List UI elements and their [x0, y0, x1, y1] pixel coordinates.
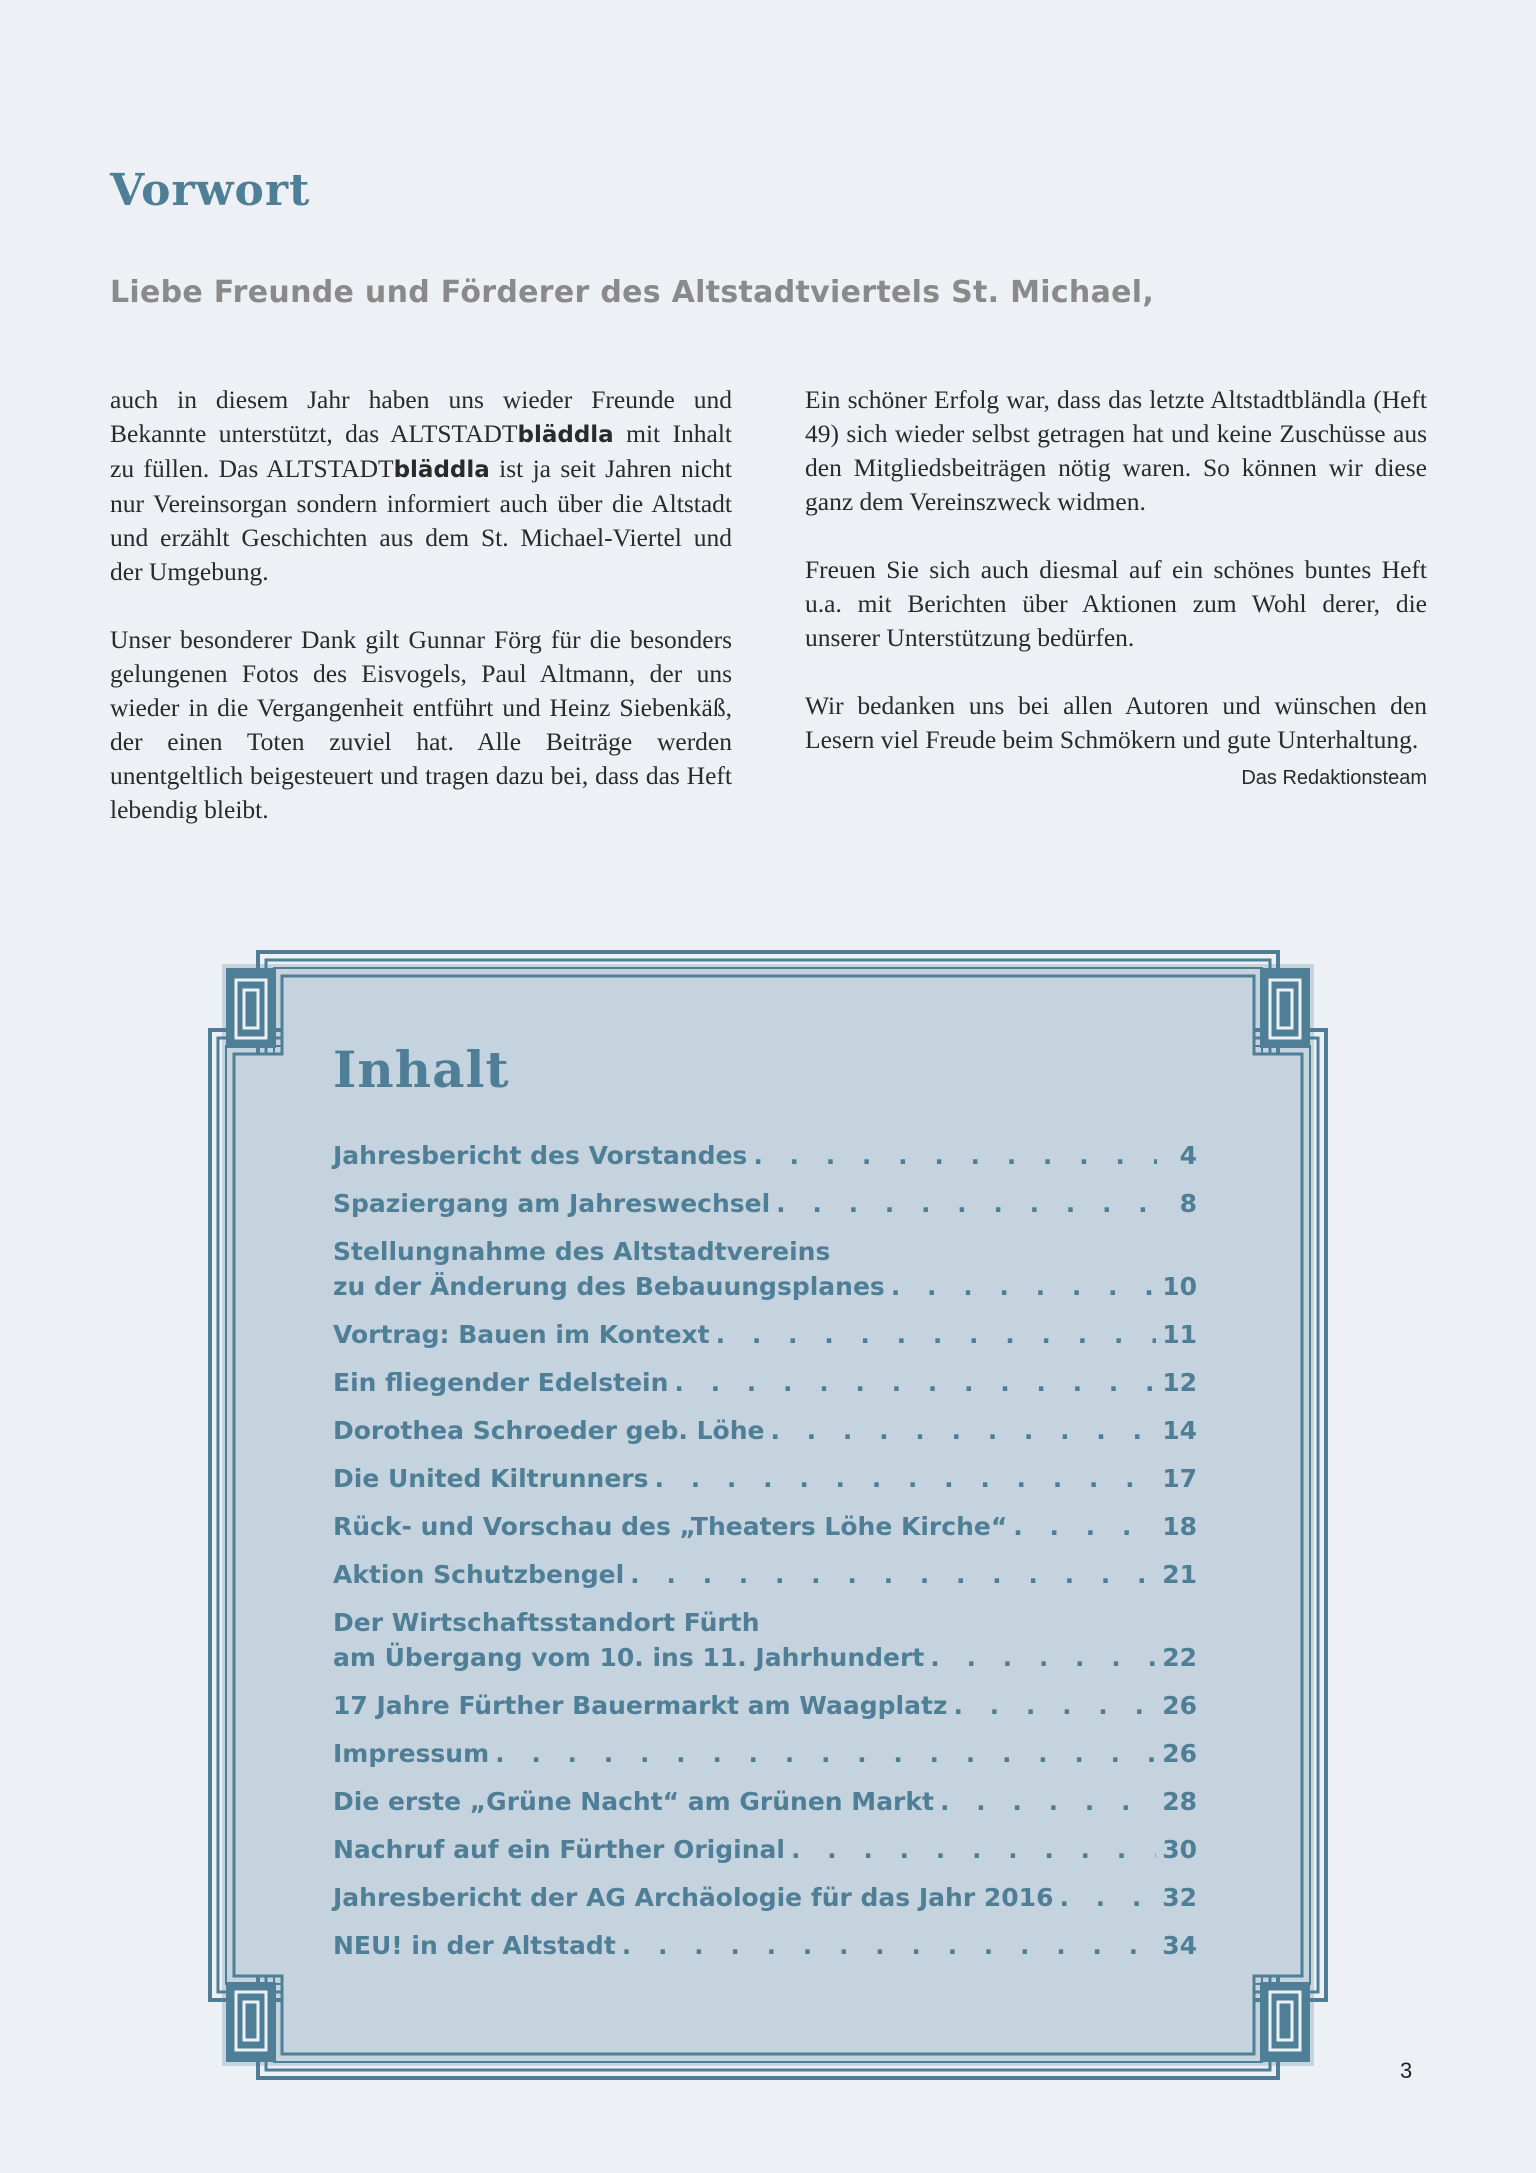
- toc-entry-page: 18: [1162, 1512, 1197, 1541]
- toc-entry-title-line: Aktion Schutzbengel: [333, 1560, 625, 1589]
- toc-entry: [333, 1557, 1197, 1592]
- toc-entry-title-line: Jahresbericht des Vorstandes: [333, 1141, 748, 1170]
- toc-entry-page: 17: [1162, 1464, 1197, 1493]
- dot-leader: [495, 1736, 1156, 1771]
- page-number: 3: [1400, 2058, 1413, 2083]
- dot-leader: [1013, 1509, 1156, 1544]
- toc-entry-title-line: 17 Jahre Fürther Bauermarkt am Waagplatz: [333, 1691, 948, 1720]
- dot-leader: [770, 1413, 1156, 1448]
- dot-leader: [716, 1317, 1157, 1352]
- signature: Das Redaktionsteam: [1241, 767, 1427, 789]
- paragraph: Ein schöner Erfolg war, dass das letzte Altstadtbländla (Heft 49) sich wieder selbst getragen hat und keine Zuschüsse aus den Mitgliedsbeiträgen nötig waren. So können wir diese ganz dem Vereinszweck widmen.: [805, 385, 1427, 516]
- toc-entry: [333, 1509, 1197, 1544]
- page-title: Vorwort: [110, 165, 311, 216]
- toc-title: Inhalt: [333, 1040, 510, 1099]
- toc-entry-title-line: Ein fliegender Edelstein: [333, 1368, 669, 1397]
- toc-entry-page: 26: [1162, 1691, 1197, 1720]
- toc-entry-title: [333, 1557, 624, 1592]
- toc-entry: [333, 1317, 1197, 1352]
- toc-entry-title-line: NEU! in der Altstadt: [333, 1931, 616, 1960]
- dot-leader: [674, 1365, 1156, 1400]
- toc-entry: [333, 1928, 1197, 1963]
- brand-name: bläddla: [517, 422, 614, 448]
- toc-entry-title-line: Die erste „Grüne Nacht“ am Grünen Markt: [333, 1787, 934, 1816]
- paragraph: Wir bedanken uns bei allen Autoren und wünschen den Lesern viel Freude beim Schmökern und gute Unterhaltung.: [805, 691, 1427, 754]
- toc-entry-title: [333, 1509, 1007, 1544]
- toc-entry-page: 11: [1162, 1320, 1197, 1349]
- dot-leader: [953, 1688, 1156, 1723]
- toc-entry-title-line: Nachruf auf ein Fürther Original: [333, 1835, 785, 1864]
- toc-entry-title: [333, 1880, 1053, 1915]
- dot-leader: [776, 1186, 1157, 1221]
- toc-entry-title: [333, 1736, 489, 1771]
- toc-entry: [333, 1832, 1197, 1867]
- toc-entry-page: 22: [1162, 1643, 1197, 1672]
- toc-entry-title-line: Die United Kiltrunners: [333, 1464, 649, 1493]
- paragraph-text: ist ja seit Jahren nicht nur Vereinsorgan sondern informiert auch über die Altstadt und erzählt Geschichten aus dem St. Michael-Viertel und der Umgebung.: [110, 454, 732, 586]
- toc-entry-page: 10: [1162, 1272, 1197, 1301]
- dot-leader: [940, 1784, 1156, 1819]
- right-column: [805, 383, 1427, 829]
- toc-entry-page: 28: [1162, 1787, 1197, 1816]
- dot-leader: [630, 1557, 1156, 1592]
- salutation: Liebe Freunde und Förderer des Altstadtviertels St. Michael,: [110, 275, 1155, 310]
- toc-entry-title-line: zu der Änderung des Bebauungsplanes: [333, 1272, 885, 1301]
- toc-entry-page: 4: [1179, 1141, 1197, 1170]
- toc-entry-title-line: Jahresbericht der AG Archäologie für das Jahr 2016: [333, 1883, 1054, 1912]
- toc-entry: [333, 1880, 1197, 1915]
- toc-entry-title: [333, 1461, 649, 1496]
- toc-entry-title: [333, 1365, 668, 1400]
- toc-entry: [333, 1365, 1197, 1400]
- toc-entry: [333, 1413, 1197, 1448]
- toc-entry-title: [333, 1688, 947, 1723]
- toc-entry-title: [333, 1186, 770, 1221]
- toc-entry-title-line: Der Wirtschaftsstandort Fürth: [333, 1608, 760, 1637]
- toc-entry-page: 8: [1179, 1189, 1197, 1218]
- dot-leader: [622, 1928, 1156, 1963]
- toc-entry-page: 34: [1162, 1931, 1197, 1960]
- toc-entry-title-line: Dorothea Schroeder geb. Löhe: [333, 1416, 765, 1445]
- toc-entry-title-line: Spaziergang am Jahreswechsel: [333, 1189, 771, 1218]
- toc-entry-page: 32: [1162, 1883, 1197, 1912]
- dot-leader: [930, 1640, 1156, 1675]
- toc-entry-title: [333, 1317, 710, 1352]
- toc-entry-title-line: am Übergang vom 10. ins 11. Jahrhundert: [333, 1643, 925, 1672]
- toc-entry-title: [333, 1832, 785, 1867]
- toc-entry-title-line: Stellungnahme des Altstadtvereins: [333, 1237, 831, 1266]
- toc-entry-title-line: Impressum: [333, 1739, 490, 1768]
- toc-entry-title: [333, 1234, 885, 1304]
- toc-entry-title: [333, 1138, 747, 1173]
- toc-entry-title: [333, 1605, 924, 1675]
- toc-entry-page: 26: [1162, 1739, 1197, 1768]
- toc-entry-page: 21: [1162, 1560, 1197, 1589]
- left-column: [110, 383, 732, 861]
- dot-leader: [655, 1461, 1157, 1496]
- toc-entry-page: 30: [1162, 1835, 1197, 1864]
- toc-entry: [333, 1186, 1197, 1221]
- brand-name: bläddla: [393, 457, 490, 483]
- paragraph-text: auch in diesem Jahr haben uns wieder Freunde und Bekannte unterstützt, das ALTSTADT: [110, 385, 732, 448]
- toc-entry-title: [333, 1928, 616, 1963]
- dot-leader: [753, 1138, 1157, 1173]
- toc-entry: [333, 1234, 1197, 1304]
- dot-leader: [791, 1832, 1156, 1867]
- toc-entry: [333, 1138, 1197, 1173]
- paragraph: [110, 383, 732, 589]
- toc-entry: [333, 1688, 1197, 1723]
- dot-leader: [891, 1269, 1156, 1304]
- toc-entry-title: [333, 1413, 764, 1448]
- paragraph: Unser besonderer Dank gilt Gunnar Förg für die besonders gelungenen Fotos des Eisvogels, Paul Altmann, der uns wieder in die Vergangenheit entführt und Heinz Siebenkäß, der einen Toten zuviel hat. Alle Beiträge werden unentgeltlich beigesteuert und tragen dazu bei, dass das Heft lebendig bleibt.: [110, 625, 732, 824]
- toc-entry-title: [333, 1784, 934, 1819]
- toc-entry-page: 14: [1162, 1416, 1197, 1445]
- paragraph: Freuen Sie sich auch diesmal auf ein schönes buntes Heft u.a. mit Berichten über Aktionen zum Wohl derer, die unserer Unterstützung bedürfen.: [805, 555, 1427, 652]
- toc-entry: [333, 1461, 1197, 1496]
- toc-entry-page: 12: [1162, 1368, 1197, 1397]
- toc-entry: [333, 1605, 1197, 1675]
- toc-entry: [333, 1736, 1197, 1771]
- toc-entry: [333, 1784, 1197, 1819]
- toc-entry-title-line: Rück- und Vorschau des „Theaters Löhe Kirche“: [333, 1512, 1008, 1541]
- paragraph-text: mit Inhalt zu füllen. Das ALTSTADT: [110, 419, 733, 483]
- toc-entry-title-line: Vortrag: Bauen im Kontext: [333, 1320, 710, 1349]
- table-of-contents: [333, 1138, 1197, 1976]
- dot-leader: [1059, 1880, 1156, 1915]
